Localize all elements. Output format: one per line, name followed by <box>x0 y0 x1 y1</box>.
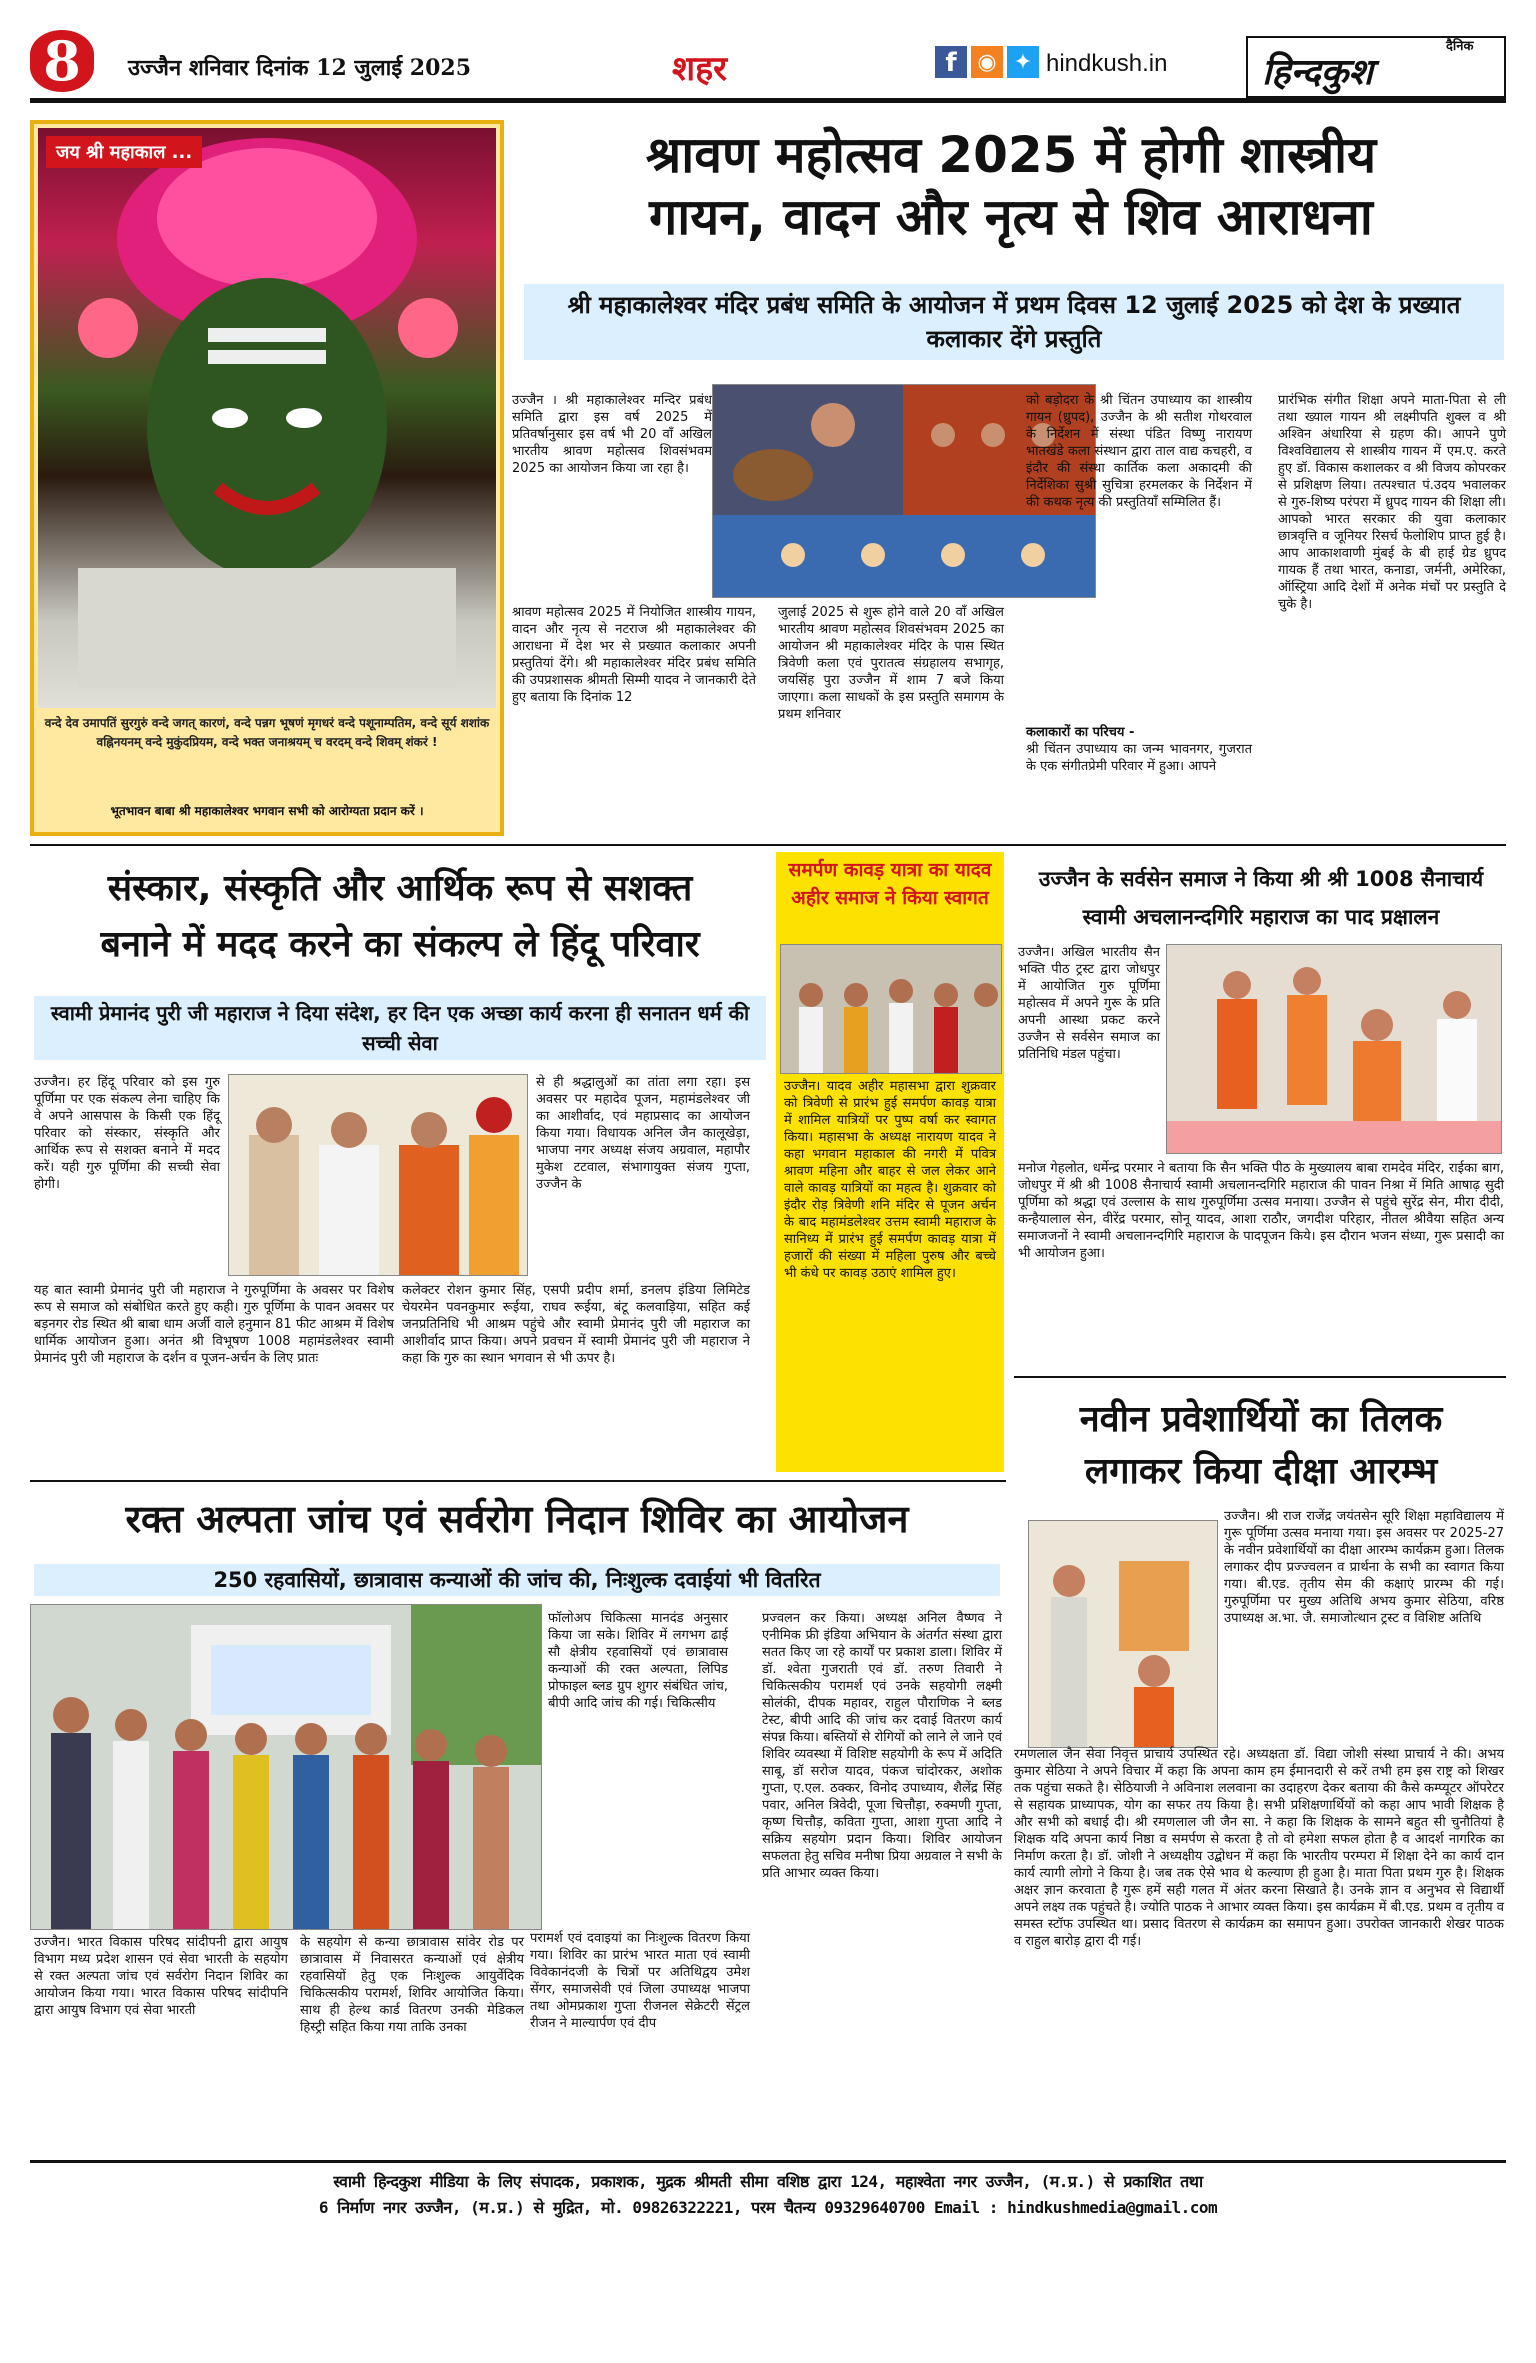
footer-imprint-2: 6 निर्माण नगर उज्जैन, (म.प्र.) से मुद्रित, मो. 09826322221, परम चैतन्य 09329640700 Email : hindkushmedia@gmail.com <box>318 2198 1218 2217</box>
sain-photo <box>1166 944 1502 1154</box>
sain-col1: उज्जैन। अखिल भारतीय सैन भक्ति पीठ ट्रस्ट द्वारा जोधपुर में आयोजित गुरु पूर्णिमा महोत्सव में अपने गुरू के प्रति अपनी आस्था प्रकट करने उज्जैन से सर्वसेन समाज का प्रतिनिधि मंडल पहुंचा। <box>1018 945 1160 1062</box>
tilak-col-right: उज्जैन। श्री राज राजेंद्र जयंतसेन सूरि शिक्षा महाविद्यालय में गुरू पूर्णिमा उत्सव मनाया गया। इस अवसर पर 2025-27 के नवीन प्रवेशार्थियों का दीक्षा आरम्भ कार्यक्रम हुआ। तिलक लगाकर दीप प्रज्ज्वलन व प्रार्थना के सभी का स्वागत किया गया। बी.एड. तृतीय सेम की कक्षाएं प्रारम्भ की गई। गुरुपूर्णिमा पर मुख्य अतिथि अभय कुमार सेठिया, वरिष्ठ उपाध्यक्ष अ.भा. जै. समाजोत्थान ट्रस्ट व विशिष्ट अतिथि <box>1224 1509 1504 1626</box>
twitter-icon[interactable]: ✦ <box>1007 46 1039 78</box>
website-link[interactable]: hindkush.in <box>1046 50 1168 77</box>
sanskar-headline-1: संस्कार, संस्कृति और आर्थिक रूप से सशक्त <box>107 868 693 909</box>
sanskar-bottom-rule <box>30 1480 1006 1482</box>
footer-imprint-1: स्वामी हिन्दकुश मीडिया के लिए संपादक, प्रकाशक, मुद्रक श्रीमती सीमा वशिष्ठ द्वारा 124, महाश्वेता नगर उज्जैन, (म.प्र.) से प्रकाशित तथा <box>333 2172 1203 2191</box>
rakt-col3b: परामर्श एवं दवाइयां का निःशुल्क वितरण किया गया। शिविर का प्रारंभ भारत माता एवं स्वामी विवेकानंदजी के चित्रों पर अतिथिद्वय उमेश सेंगर, समाजसेवी एवं जिला उपाध्यक्ष भाजपा तथा ओमप्रकाश गुप्ता रीजनल सेक्रेटरी सेंट्रल रीजन ने माल्यार्पण एवं दीप <box>530 1931 750 2031</box>
sanskar-full-left: यह बात स्वामी प्रेमानंद पुरी जी महाराज ने गुरुपूर्णिमा के अवसर पर विशेष रूप से समाज को संबोधित करते हुए कही। गुरु पूर्णिमा के पावन अवसर पर बड़नगर रोड स्थित श्री बाबा धाम अर्जी वाले हनुमान 81 फीट आश्रम में विशेष धार्मिक आयोजन हुआ। अनंत श्री विभूषण 1008 महामंडलेश्वर स्वामी प्रेमानंद पुरी जी महाराज के दर्शन व पूजन-अर्चन के लिए प्रातः <box>34 1283 394 1366</box>
kawad-photo <box>780 944 1002 1074</box>
sanskar-col1: उज्जैन। हर हिंदू परिवार को इस गुरु पूर्णिमा पर एक संकल्प लेना चाहिए कि वे अपने आसपास के किसी एक हिंदू परिवार को संस्कार, संस्कृति और आर्थिक रूप से सशक्त बनाने में मदद करें। यही गुरु पूर्णिमा की सच्ची सेवा होगी। <box>34 1075 220 1192</box>
brand-small: दैनिक <box>1446 39 1474 54</box>
rakt-photo <box>30 1604 542 1930</box>
section-label: शहर <box>672 49 728 89</box>
lead-col1a: उज्जैन । श्री महाकालेश्वर मन्दिर प्रबंध समिति द्वारा इस वर्ष 2025 में प्रतिवर्षानुसार इस वर्ष भी 20 वाँ अखिल भारतीय श्रावण महोत्सव शिवसंभवम 2025 का आयोजन किया जा रहा है। <box>512 393 712 476</box>
lead-headline-1: श्रावण महोत्सव 2025 में होगी शास्त्रीय <box>645 126 1377 184</box>
lead-col1b: श्रावण महोत्सव 2025 में नियोजित शास्त्रीय गायन, वादन और नृत्य से नटराज श्री महाकालेश्वर की आराधना में देश भर से प्रख्यात कलाकार अपनी प्रस्तुतियां देंगे। श्री महाकालेश्वर मंदिर प्रबंध समिति की उपप्रशासक श्रीमती सिम्मी यादव ने जानकारी देते हुए बताया कि दिनांक 12 <box>512 605 756 705</box>
rss-icon[interactable]: ◉ <box>971 46 1003 78</box>
lead-subhead: श्री महाकालेश्वर मंदिर प्रबंध समिति के आयोजन में प्रथम दिवस 12 जुलाई 2025 को देश के प्रख्यात कलाकार देंगे प्रस्तुति <box>524 284 1504 360</box>
sain-bottom-rule <box>1014 1376 1506 1378</box>
lead-headline-2: गायन, वादन और नृत्य से शिव आराधना <box>649 188 1373 246</box>
rakt-subhead: 250 रहवासियों, छात्रावास कन्याओं की जांच की, निःशुल्क दवाईयां भी वितरित <box>34 1564 1000 1596</box>
mahakal-shloka: वन्दे देव उमापतिं सुरगुरुं वन्दे जगत् कारणं, वन्दे पन्नग भूषणं मृगधरं वन्दे पशूनाम्पतिम, वन्दे सूर्य शशांक वह्निनयनम् वन्दे मुकुंदप्रियम, वन्दे भक्त जनाश्रयम् च वरदम् वन्दे शिवम् शंकरं ! <box>44 716 490 749</box>
dateline: उज्जैन शनिवार दिनांक 12 जुलाई 2025 <box>128 55 472 81</box>
mahakal-photo <box>38 128 496 708</box>
sain-full: मनोज गेहलोत, धर्मेन्द्र परमार ने बताया कि सैन भक्ति पीठ के मुख्यालय बाबा रामदेव मंदिर, राईका बाग, जोधपुर में श्री श्री 1008 सैनाचार्य स्वामी अचलानन्दगिरि महाराज की पावन निश्रा में मिति आषाढ़ सुदी पूर्णिमा को श्रद्धा एवं उल्लास के साथ गुरुपूर्णिमा उत्सव मनाया। उज्जैन से पहुंचे सुरेंद्र सेन, मीरा दीदी, कन्हैयालाल सेन, वीरेंद्र परमार, सोनू यादव, आशा राठौर, जगदीश परिहार, नीतल श्रीवैया सहित अन्य समाजजनों ने स्वामी अचलानन्दगिरि महाराज के पादपूजन किये। इस दौरान भजन संध्या, गुरू प्रसादी का भी आयोजन हुआ। <box>1018 1161 1504 1261</box>
facebook-icon[interactable]: f <box>935 46 967 78</box>
sanskar-col2: से ही श्रद्धालुओं का तांता लगा रहा। इस अवसर पर महादेव पूजन, महामंडलेश्वर जी का आशीर्वाद, एवं महाप्रसाद का आयोजन किया गया। विधायक अनिल जैन कालूखेड़ा, भाजपा नगर अध्यक्ष संजय अग्रवाल, महापौर मुकेश टटवाल, संभागायुक्त संजय गुप्ता, उज्जैन के <box>536 1075 750 1192</box>
brand-logo: हिन्दकुश <box>1262 51 1373 93</box>
sanskar-photo <box>228 1074 528 1276</box>
footer-rule <box>30 2160 1506 2163</box>
rakt-headline: रक्त अल्पता जांच एवं सर्वरोग निदान शिविर का आयोजन <box>125 1497 909 1541</box>
lead-col4: प्रारंभिक संगीत शिक्षा अपने माता-पिता से ली तथा ख्याल गायन श्री लक्ष्मीपति शुक्ल व श्री अश्विन अंधारिया से ग्रहण की। आपने पुणे विश्वविद्यालय से शास्त्रीय गायन में एम.ए. करते हुए डॉ. विकास कशालकर व श्री विजय कोपरकर से प्रशिक्षण लिया। तत्पश्चात पं.उदय भवालकर से गुरु-शिष्य परंपरा में ध्रुपद गायन की शिक्षा ली। आपको भारत सरकार की युवा कलाकार छात्रवृत्ति व जूनियर रिसर्च फेलोशिप प्राप्त हुई है। आप आकाशवाणी मुंबई के बी हाई ग्रेड ध्रुपद गायक हैं तथा भारत, कनाडा, जर्मनी, अमेरिका, ऑस्ट्रिया आदि देशों में अनेक मंचों पर प्रस्तुति दे चुके है। <box>1278 393 1506 612</box>
tilak-full: रमणलाल जैन सेवा निवृत्त प्राचार्य उपस्थित रहे। अध्यक्षता डॉ. विद्या जोशी संस्था प्राचार्य ने की। अभय कुमार सेठिया ने अपने विचार में कहा कि अपना काम हम ईमानदारी से करें तभी हम इस राष्ट्र को शिखर तक पहुंचा सकते है। सेठियाजी ने अविनाश ललवाना का उदाहरण देकर बताया की कैसे कम्प्यूटर ऑपरेटर से सहायक प्राध्यापक, योग का सफर तय किया है। सभी प्रशिक्षणार्थियों को कहा आप भावी शिक्षक है और सभी को बधाई दी। श्री रमणलाल जी जैन सा. ने कहा कि शिक्षक के सामने बहुत सी चुनौतियां है शिक्षक यदि अपना कार्य निष्ठा व समर्पण से करता है तो वो हमेशा सफल होता है व आदर्श नागरिक का निर्माण करता है। डॉ. जोशी ने अध्यक्षीय उद्बोधन में कहा कि भारतीय परम्परा में शिक्षा देने का कार्य दान कार्य त्यागी लोगो ने किया है। जब तक ऐसे भाव थे कल्याण ही हुआ है। माता पिता प्रथम गुरु है। शिक्षक अक्षर ज्ञान करवाता है गुरू हमें सही गलत में अंतर करना सिखाते है। उनके ज्ञान व अनुभव से विद्यार्थी अपने लक्ष्य तक पहुंचते है। ज्योति पाठक ने आभार व्यक्त किया। इस कार्यक्रम में बी.एड. प्रथम व तृतीय व समस्त स्टॉफ उपस्थित था। प्रसाद वितरण से कार्यक्रम का समापन हुआ। उपरोक्त जानकारी शेखर पाठक व राहुल बारोड़ द्वारा दी गई। <box>1014 1747 1504 1949</box>
kawad-body: उज्जैन। यादव अहीर महासभा द्वारा शुक्रवार को त्रिवेणी से प्रारंभ हुई समर्पण कावड़ यात्रा में शामिल यात्रियों पर पुष्प वर्षा कर स्वागत किया। महासभा के अध्यक्ष नारायण यादव ने कहा भगवान महाकाल की नगरी में पवित्र श्रावण महिना और बाहर से जल लेकर आने वाले कावड़ यात्रियों का महत्व है। शुक्रवार को इंदौर रोड़ त्रिवेणी शनि मंदिर से पूजन अर्चन के बाद महामंडलेश्वर उत्तम स्वामी महाराज के सानिध्य में प्रारंभ हुई समर्पण कावड़ यात्रा में हजारों की संख्या में महिला पुरुष और बच्चे भी कंधे पर कावड़ उठाएं शामिल हुए। <box>784 1079 996 1281</box>
sain-headline-2: स्वामी अचलानन्दगिरि महाराज का पाद प्रक्षालन <box>1082 905 1440 929</box>
tilak-photo <box>1028 1520 1218 1748</box>
rakt-col3a: फॉलोअप चिकित्सा मानदंड अनुसार किया जा सके। शिविर में लगभग ढाई सौ क्षेत्रीय रहवासियों एवं छात्रावास कन्याओं की रक्त अल्पता, लिपिड प्रोफाइल ब्लड ग्रुप शुगर संबंधित जांच, बीपी आदि जांच की गई। चिकित्सीय <box>548 1611 728 1711</box>
sanskar-full-right: कलेक्टर रोशन कुमार सिंह, एसपी प्रदीप शर्मा, डनलप इंडिया लिमिटेड चेयरमेन पवनकुमार रूईया, राघव रूईया, बंटू कलवाड़िया, सहित कई जनप्रतिनिधि भी आश्रम पहुंचे और स्वामी प्रेमानंद पुरी जी महाराज का आशीर्वाद प्राप्त किया। अपने प्रवचन में स्वामी प्रेमानंद पुरी जी महाराज ने कहा कि गुरु का स्थान भगवान से भी ऊपर है। <box>402 1283 750 1366</box>
lead-col2: जुलाई 2025 से शुरू होने वाले 20 वाँ अखिल भारतीय श्रावण महोत्सव शिवसंभवम 2025 का आयोजन श्री महाकालेश्वर मंदिर के पास स्थित त्रिवेणी कला एवं पुरातत्व संग्रहालय सभागृह, जयसिंह पुरा उज्जैन में शाम 7 बजे किया जाएगा। कला साधकों के इस प्रस्तुति समागम के प्रथम शनिवार <box>778 605 1004 722</box>
lead-bottom-rule <box>30 844 1506 846</box>
lead-col3-label: कलाकारों का परिचय - <box>1026 725 1135 740</box>
page-number: 8 <box>43 29 81 93</box>
rakt-col1: उज्जैन। भारत विकास परिषद सांदीपनी द्वारा आयुष विभाग मध्य प्रदेश शासन एवं सेवा भारती के सहयोग से रक्त अल्पता जांच एवं सर्वरोग निदान शिविर का आयोजन किया गया। भारत विकास परिषद सांदीपनि द्वारा आयुष विभाग एवं सेवा भारती <box>34 1935 288 2018</box>
tilak-headline-2: लगाकर किया दीक्षा आरम्भ <box>1084 1451 1438 1492</box>
mahakal-tag: जय श्री महाकाल ... <box>46 136 202 168</box>
sanskar-headline-2: बनाने में मदद करने का संकल्प ले हिंदू परिवार <box>100 924 700 965</box>
kawad-headline: समर्पण कावड़ यात्रा का यादव अहीर समाज ने किया स्वागत <box>788 859 992 909</box>
rakt-col4: प्रज्वलन कर किया। अध्यक्ष अनिल वैष्णव ने एनीमिक फ्री इंडिया अभियान के अंतर्गत संस्था द्वारा सतत किए जा रहे कार्यों पर प्रकाश डाला। शिविर में डॉ. श्वेता गुजराती एवं डॉ. तरुण तिवारी ने चिकित्सकीय परामर्श एवं उनके सहयोगी लक्ष्मी सोलंकी, दीपक महावर, राहुल पौराणिक ने ब्लड टेस्ट, बीपी आदि की जांच कर दवाई वितरण कार्य संपन्न किया। बस्तियों से रोगियों को लाने ले जाने एवं शिविर व्यवस्था में विशिष्ट सहयोगी के रूप में अदिति साबू, डॉ सरोज यादव, पंकज चांदोरकर, अशोक गुप्ता, ए.एल. ठक्कर, विनोद उपाध्याय, शैलेंद्र सिंह पवार, अनिल त्रिवेदी, पूजा चित्तौड़ा, रुक्मणी गुप्ता, कृष्ण चित्तौड़, कविता गुप्ता, आशा गुप्ता आदि ने सक्रिय सहयोग प्रदान किया। शिविर आयोजन सफलता हेतु सचिव मनीषा प्रिया अग्रवाल ने सभी के प्रति आभार व्यक्त किया। <box>762 1611 1002 1881</box>
lead-col3: को बड़ोदरा के श्री चिंतन उपाध्याय का शास्त्रीय गायन (ध्रुपद), उज्जैन के श्री सतीश गोथरवाल के निर्देशन में संस्था पंडित विष्णु नारायण भातखंडे कला संस्थान द्वारा ताल वाद्य कचहरी, व इंदौर की संस्था कार्तिक कला अकादमी की निर्देशिका सुश्री सुचित्रा हरमलकर के निर्देशन में की कथक नृत्य की प्रस्तुतियाँ सम्मिलित हैं। <box>1026 393 1252 510</box>
sain-headline-1: उज्जैन के सर्वसेन समाज ने किया श्री श्री 1008 सैनाचार्य <box>1038 867 1484 891</box>
masthead-rule <box>30 98 1506 103</box>
sanskar-subhead: स्वामी प्रेमानंद पुरी जी महाराज ने दिया संदेश, हर दिन एक अच्छा कार्य करना ही सनातन धर्म की सच्ची सेवा <box>34 996 766 1060</box>
rakt-col2: के सहयोग से कन्या छात्रावास सांवेर रोड पर छात्रावास में निवासरत कन्याओं एवं क्षेत्रीय रहवासियों हेतु एक निःशुल्क आयुर्वेदिक चिकित्सकीय परामर्श, शिविर आयोजित किया। साथ ही हेल्थ कार्ड वितरण उनकी मेडिकल हिस्ट्री सहित किया गया ताकि उनका <box>300 1935 524 2035</box>
lead-col3b: श्री चिंतन उपाध्याय का जन्म भावनगर, गुजरात के एक संगीतप्रेमी परिवार में हुआ। आपने <box>1026 742 1252 774</box>
mahakal-blessing: भूतभावन बाबा श्री महाकालेश्वर भगवान सभी को आरोग्यता प्रदान करें । <box>110 804 424 818</box>
tilak-headline-1: नवीन प्रवेशार्थियों का तिलक <box>1079 1399 1443 1440</box>
